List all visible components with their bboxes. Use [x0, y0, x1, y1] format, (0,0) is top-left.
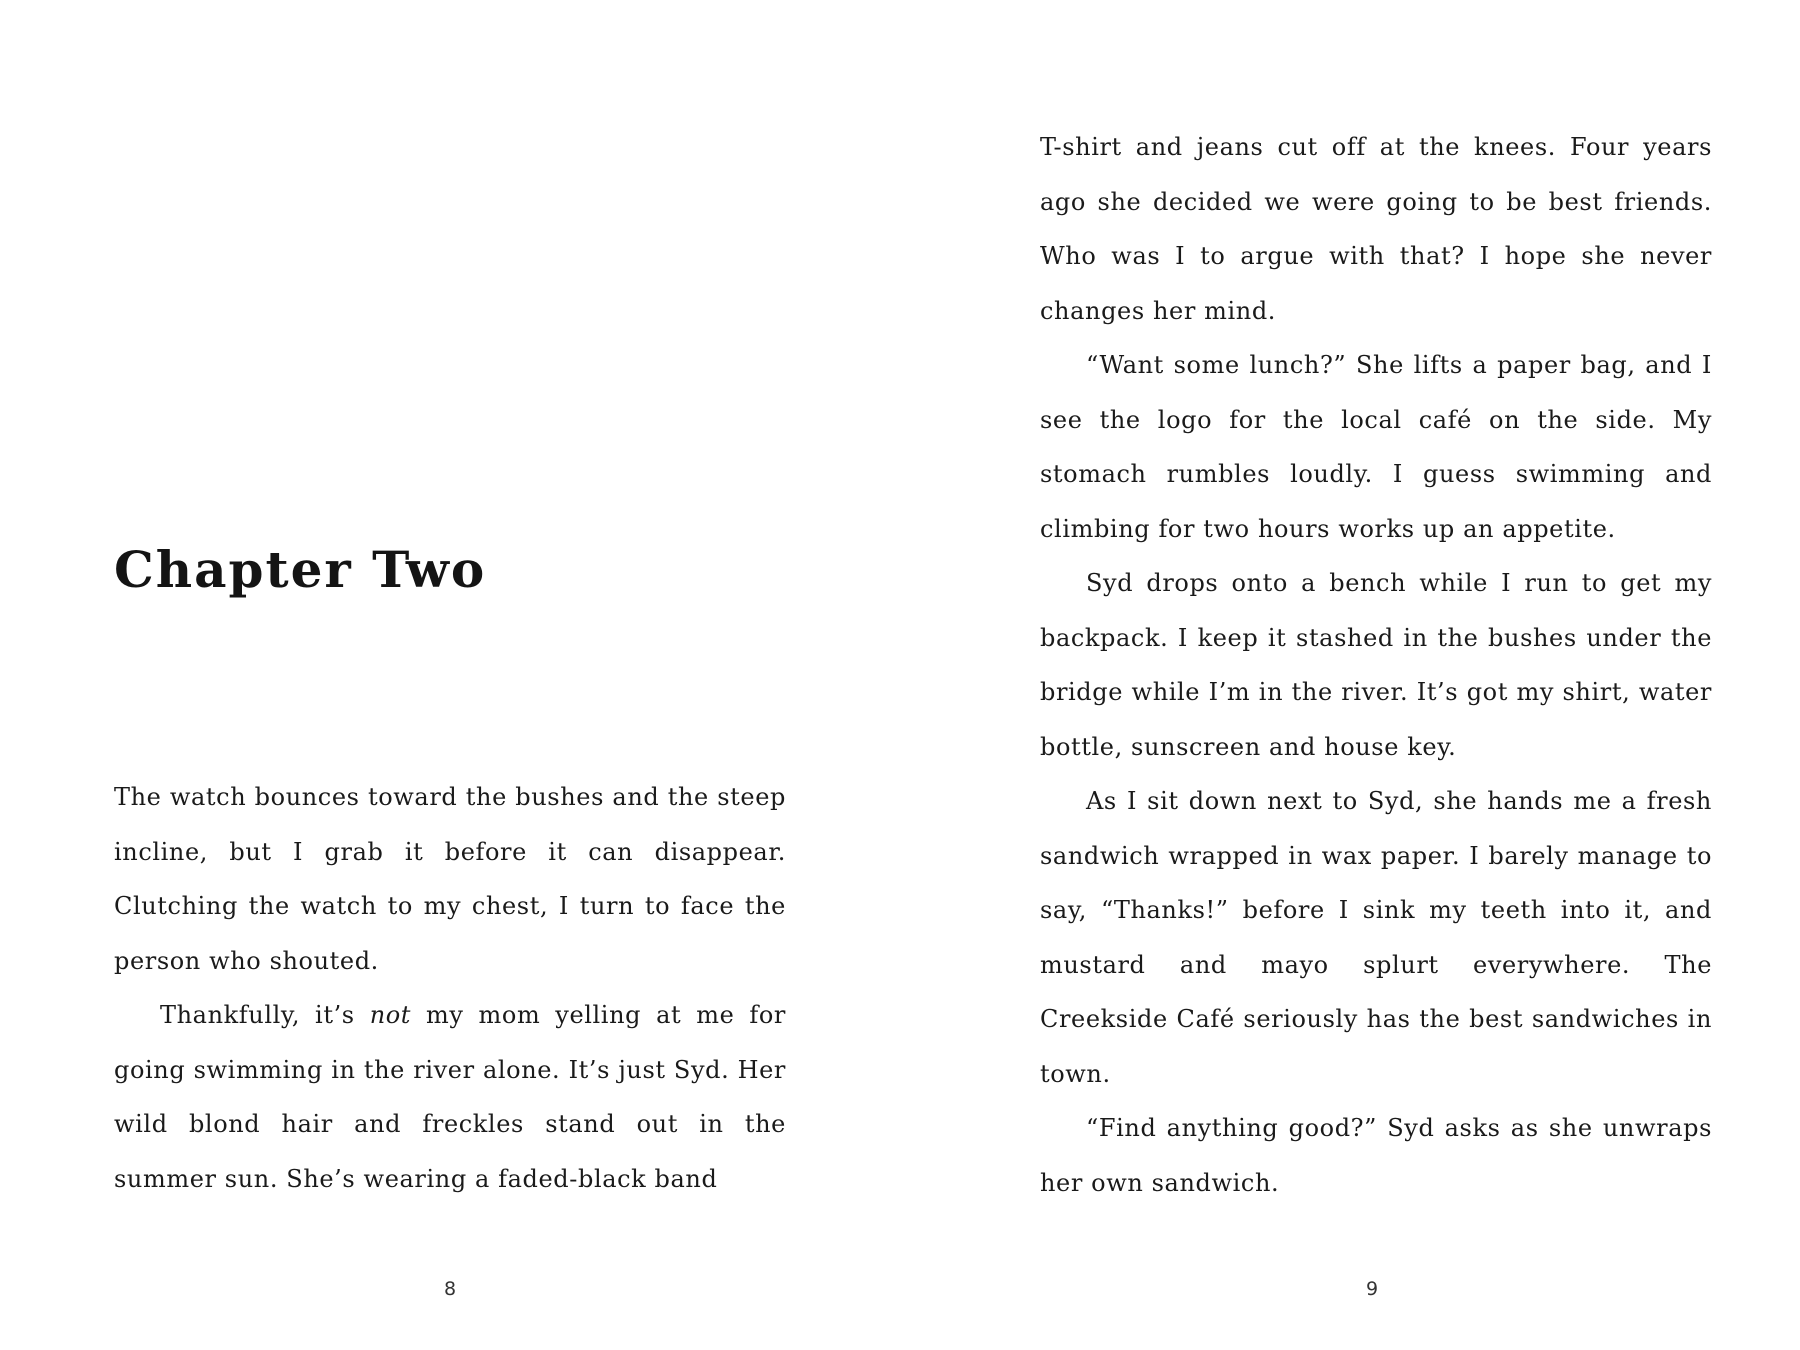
paragraph [114, 988, 786, 1206]
chapter-title: Chapter Two [114, 540, 487, 599]
right-page-body [1040, 120, 1712, 1210]
paragraph: As I sit down next to Syd, she hands me a fresh sandwich wrapped in wax paper. I barely manage to say, “Thanks!” before I sink my teeth into it, and mustard and mayo splurt everywhere. The Creekside Café seriously has the best sandwiches in town. [1040, 787, 1712, 1088]
paragraph: “Find anything good?” Syd asks as she unwraps her own sandwich. [1040, 1114, 1712, 1197]
paragraph: Syd drops onto a bench while I run to get my backpack. I keep it stashed in the bushes under the bridge while I’m in the river. It’s got my shirt, water bottle, sunscreen and house key. [1040, 569, 1712, 761]
paragraph-text: Thankfully, it’s [160, 1001, 370, 1029]
paragraph: The watch bounces toward the bushes and the steep incline, but I grab it before it can disappear. Clutching the watch to my chest, I turn to face the person who shouted. [114, 783, 786, 975]
page-number: 9 [1365, 1278, 1379, 1300]
right-page [900, 0, 1800, 1350]
left-page-body [114, 770, 786, 1206]
paragraph: T-shirt and jeans cut off at the knees. Four years ago she decided we were going to be best friends. Who was I to argue with that? I hope she never changes her mind. [1040, 133, 1712, 325]
paragraph: “Want some lunch?” She lifts a paper bag, and I see the logo for the local café on the side. My stomach rumbles loudly. I guess swimming and climbing for two hours works up an appetite. [1040, 351, 1712, 543]
page-number: 8 [443, 1278, 457, 1300]
paragraph-text: my mom yelling at me for going swimming in the river alone. It’s just Syd. Her wild blond hair and freckles stand out in the summer sun. She’s wearing a faded-black band [114, 1001, 786, 1193]
emphasis-text: not [369, 1001, 412, 1029]
